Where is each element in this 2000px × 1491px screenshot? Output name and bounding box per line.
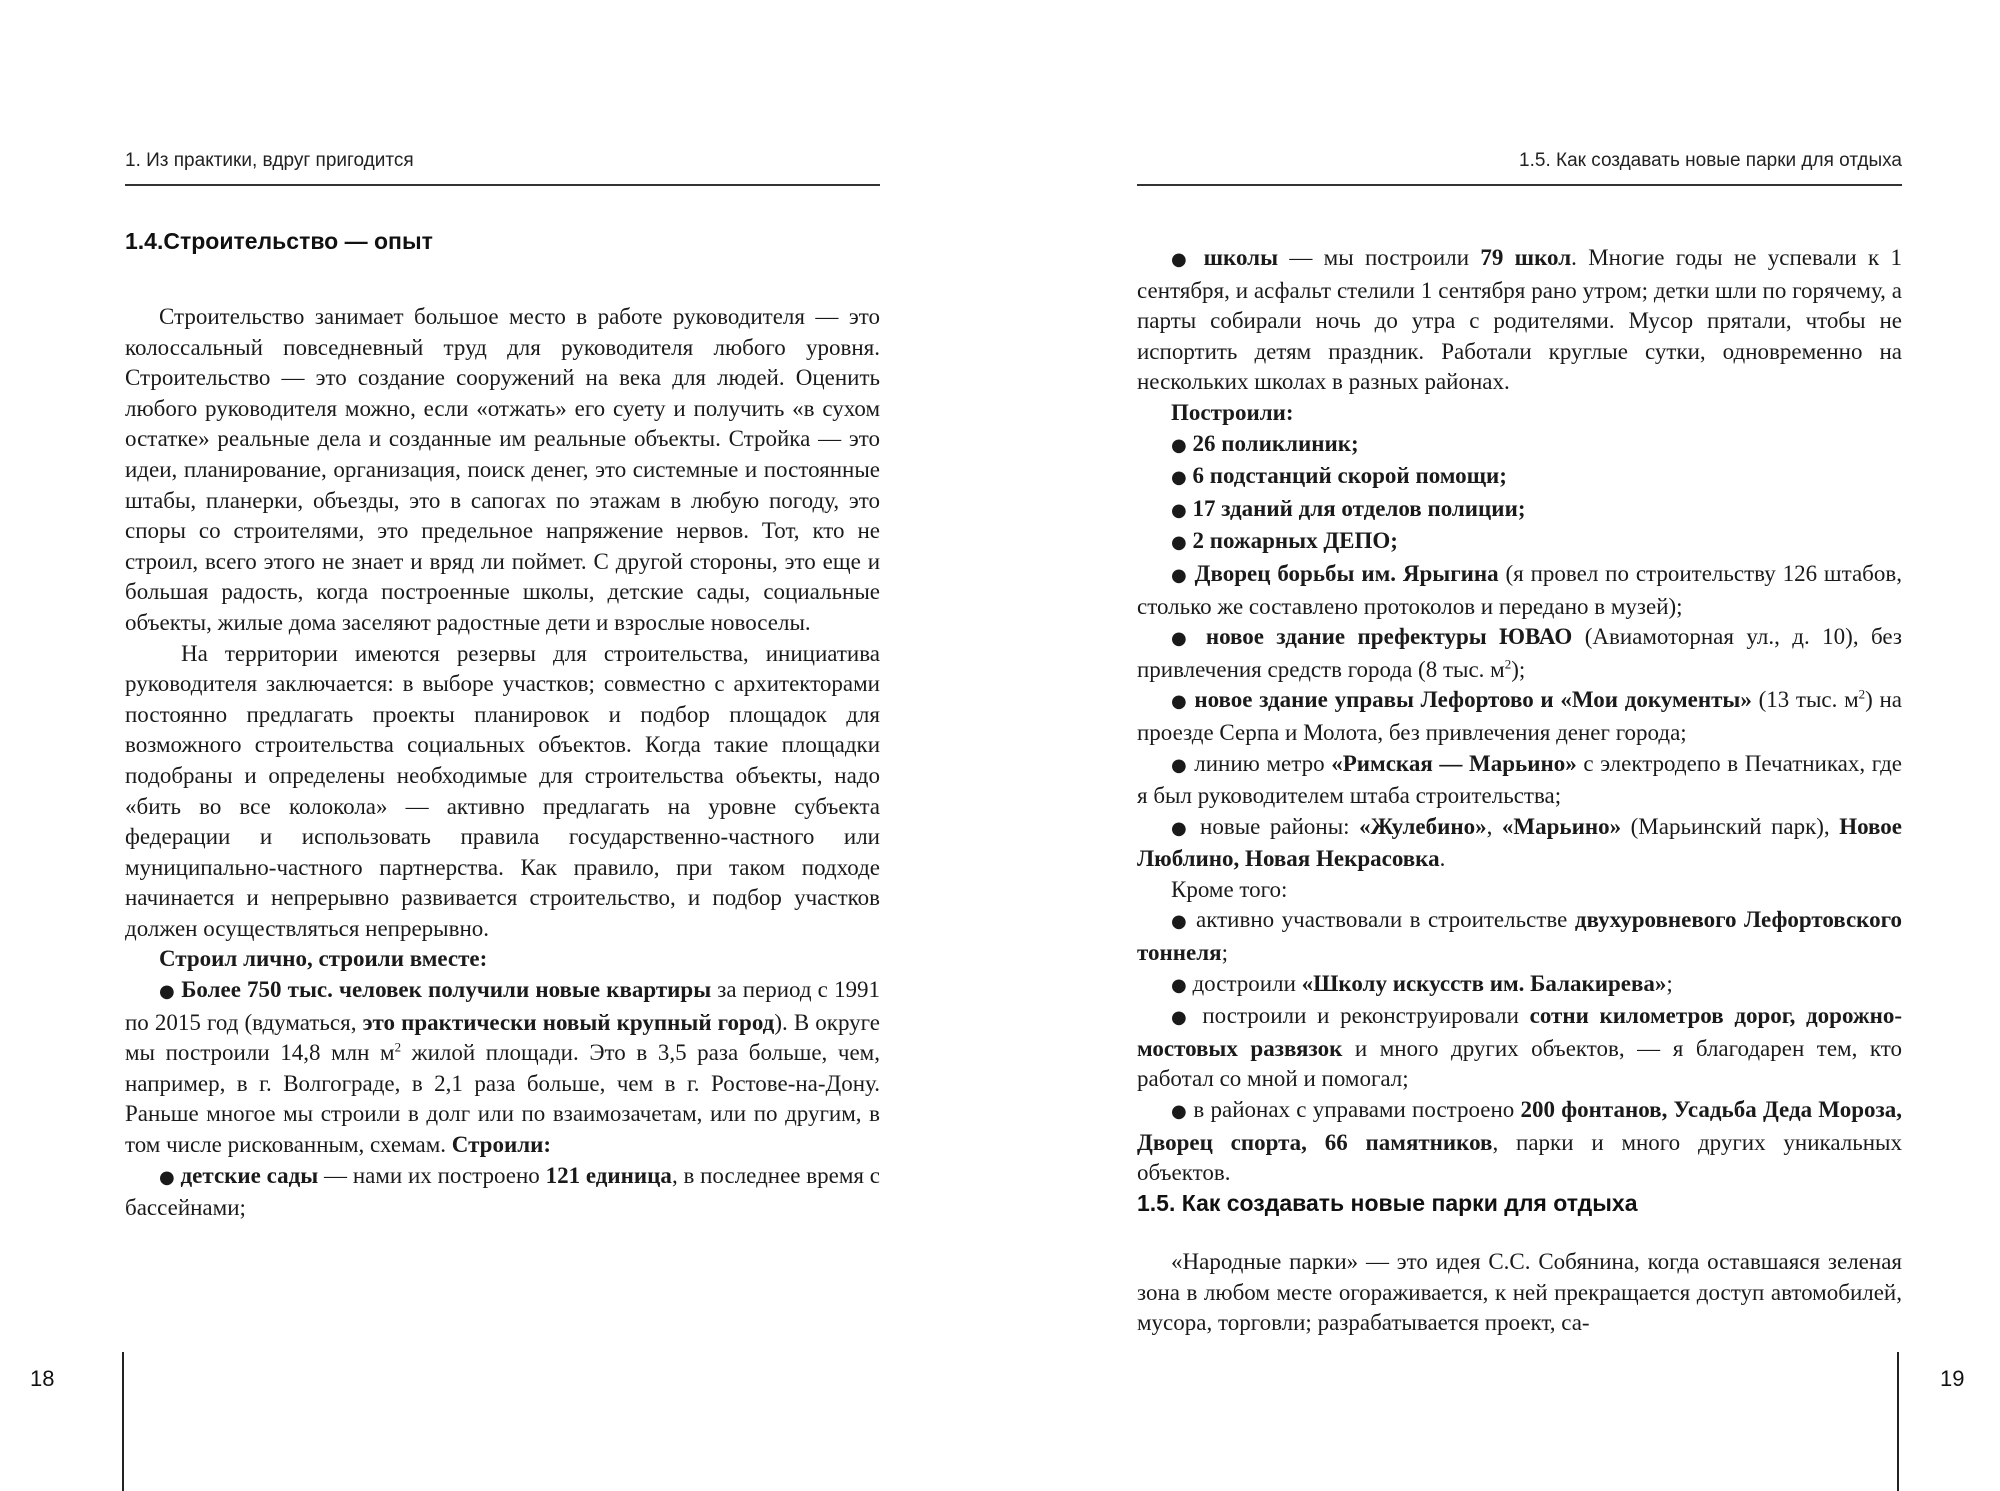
section-title-1-4: 1.4.Строительство — опыт: [125, 228, 433, 254]
bold-apartments: Более 750 тыс. человек получили новые квартиры: [181, 977, 712, 1003]
bold-zhulebino: «Жулебино»: [1359, 813, 1487, 839]
bullet-icon: ●: [159, 1166, 175, 1188]
paragraph-construction-role: Строительство занимает большое место в работе руководителя — это колоссальный повседневный труд для руководителя любого уровня. Строительство — это создание сооружений на века для людей. Оценить любого руководителя можно, если «отжать» его суету и получить «в сухом остатке» реальные дела и созданные им реальные объекты. Стройка — это идеи, планирование, организация, поиск денег, это системные и постоянные штабы, планерки, объезды, это в сапогах по этажам в любую погоду, это споры со строителями, это предельное напряжение нервов. Тот, кто не строил, всего этого не знает и вряд ли поймет. С другой стороны, это еще и большая радость, когда построенные школы, детские сады, социальные объекты, жилые дома заселяют радостные дети и взрослые новоселы.: [125, 304, 880, 635]
bold-metro-line: «Римская — Марьино»: [1331, 750, 1577, 776]
left-section-heading-block: [125, 226, 880, 257]
bullet-icon: ●: [1171, 817, 1191, 839]
text-schools-story: . Многие годы не успевали к 1 сентября, и асфальт стелили 1 сентября рано утром; детки шли по горячему, а парты собирали ночь до утра с родителями. Мусор прятали, чтобы не испортить детям праздник. Работали круглые сутки, одновременно на нескольких школах в разных районах.: [1137, 245, 1903, 395]
bullet-icon: ●: [1171, 911, 1189, 933]
bullet-tunnel: [1137, 905, 1902, 968]
bold-new-districts: Новое Люблино, Новая Некрасовка: [1137, 813, 1903, 872]
bullet-icon: ●: [1171, 1007, 1192, 1029]
text-metro: линию метро: [1194, 750, 1332, 776]
text-metro-end: с электродепо в Печатниках, где я был руководителем штаба строительства;: [1137, 750, 1902, 809]
text-semicolon: ;: [1666, 970, 1673, 996]
bold-maryino: «Марьино»: [1501, 813, 1622, 839]
built-heading-text: Строил лично, строили вместе:: [159, 946, 488, 972]
bullet-icon: ●: [1171, 754, 1188, 776]
bullet-icon: ●: [1171, 691, 1188, 713]
bold-schools: школы: [1203, 245, 1279, 270]
bullet-icon: ●: [1171, 974, 1187, 996]
bold-kindergartens: детские сады: [180, 1162, 319, 1188]
list-item: [1137, 429, 1902, 462]
bold-art-school: «Школу искусств им. Балакирева»: [1301, 970, 1667, 996]
bullet-apartments: [125, 975, 880, 1161]
text-roads: построили и реконструировали: [1202, 1003, 1530, 1029]
list-item: [1137, 494, 1902, 527]
bullet-fountains: [1137, 1095, 1902, 1189]
built-heading: [125, 944, 880, 975]
text-period-end: .: [1439, 846, 1446, 872]
text-fountains-end: , парки и много других уникальных объектов.: [1137, 1129, 1902, 1186]
superscript-2: 2: [1504, 656, 1512, 672]
list-item-text: 6 подстанций скорой помощи;: [1192, 463, 1507, 489]
bullet-icon: ●: [1171, 249, 1193, 270]
bullet-roads: [1137, 1001, 1902, 1095]
text-semicolon: ;: [1221, 940, 1228, 966]
bold-roads: сотни километров дорог, дорожно-мостовых развязок: [1137, 1003, 1902, 1061]
bold-prefecture: новое здание префектуры ЮВАО: [1205, 624, 1573, 650]
bullet-art-school: [1137, 969, 1902, 1002]
text-palace: (я провел по строительству 126 штабов, столько же составлено протоколов и передано в музей);: [1137, 560, 1902, 619]
bullet-palace: [1137, 559, 1902, 622]
bullet-icon: ●: [1171, 628, 1194, 650]
bullet-icon: ●: [1171, 467, 1187, 489]
text-separator: ,: [1486, 813, 1502, 839]
text-comparison: жилой площади. Это в 3,5 раза больше, чем, например, в г. Волгограде, в 2,1 раза больше, чем в г. Ростове-на-Дону. Раньше многое мы строили в долг или по взаимозачетам, или по другим, в том числе рискованным, схемам.: [125, 1040, 880, 1158]
right-running-header: 1.5. Как создавать новые парки для отдыха: [1137, 150, 1902, 186]
superscript-2: 2: [1858, 686, 1866, 702]
right-parks-text: [1137, 1247, 1902, 1339]
built-label-text: Построили:: [1171, 399, 1294, 425]
text-maryinsky-park: (Марьинский парк),: [1621, 813, 1840, 839]
bullet-icon: ●: [1171, 1101, 1188, 1123]
bullet-prefecture: [1137, 622, 1902, 685]
superscript-2: 2: [394, 1039, 402, 1055]
text-built-count: — нами их построено: [318, 1162, 546, 1188]
bold-fountains: 200 фонтанов, Усадьба Деда Мороза, Дворец спорта, 66 памятников: [1137, 1097, 1902, 1155]
built-label: [1137, 398, 1902, 429]
besides-label: Кроме того:: [1171, 876, 1288, 902]
text-completed: достроили: [1192, 970, 1302, 996]
text-roads-end: и много других объектов, — я благодарен тем, кто работал со мной и помогал;: [1137, 1035, 1903, 1092]
right-margin-rule: [1897, 1352, 1899, 1491]
text-uprava: (13 тыс. м: [1751, 687, 1859, 713]
bullet-icon: ●: [159, 981, 176, 1003]
bullet-icon: ●: [1171, 532, 1187, 554]
text-prefecture-end: );: [1511, 656, 1526, 682]
left-body-text: [125, 302, 880, 1224]
section-title-1-5: 1.5. Как создавать новые парки для отдыха: [1137, 1190, 1638, 1216]
page-number-right: 19: [1940, 1366, 1965, 1391]
bold-uprava: новое здание управы Лефортово и «Мои документы»: [1194, 687, 1752, 713]
paragraph-peoples-parks: «Народные парки» — это идея С.С. Собянина, когда оставшаяся зеленая зона в любом месте огораживается, к ней прекращается доступ автомобилей, мусора, торговли; разрабатывается проект, са-: [1137, 1249, 1902, 1336]
bullet-schools: [1137, 243, 1902, 398]
left-page: [125, 0, 880, 1491]
text-tunnel: активно участвовали в строительстве: [1196, 907, 1575, 933]
bullet-kindergartens: [125, 1161, 880, 1224]
text-built-area: ). В округе мы построили 14,8 млн м: [125, 1009, 880, 1066]
right-section-heading-block: [1137, 1188, 1902, 1219]
bold-built: Строили:: [451, 1132, 552, 1158]
left-running-header: 1. Из практики, вдруг пригодится: [125, 150, 880, 186]
list-item: [1137, 461, 1902, 494]
right-page: [1137, 0, 1902, 1491]
page-number-left: 18: [30, 1366, 55, 1391]
bullet-icon: ●: [1171, 564, 1188, 586]
text-uprava-end: ) на проезде Серпа и Молота, без привлечения денег города;: [1137, 687, 1903, 745]
bold-tunnel: двухуровневого Лефортовского тоннеля: [1137, 907, 1903, 966]
list-item: [1137, 526, 1902, 559]
bold-new-city: это практически новый крупный город: [362, 1009, 775, 1035]
text-districts: новые районы:: [1200, 813, 1360, 839]
text-period: за период с 1991 по 2015 год (вдуматься,: [125, 977, 880, 1035]
paragraph-reserves: На территории имеются резервы для строительства, инициатива руководителя заключается: в выборе участков; совместно с архитекторами постоянно предлагать проекты планировок и подбор площадок для возможного строительства социальных объектов. Когда такие площадки подобраны и определены необходимые для строительства объекты, надо «бить во все колокола» — активно предлагать на уровне субъекта федерации и использовать правила государственно-частного или муниципально-частного партнерства. Как правило, при таком подходе начинается и непрерывно развивается строительство, и подбор участков должен осуществляться непрерывно.: [125, 640, 880, 941]
text-pools: , в последнее время с бассейнами;: [125, 1162, 880, 1221]
bold-79-schools: 79 школ: [1480, 245, 1572, 270]
bold-palace: Дворец борьбы им. Ярыгина: [1194, 560, 1499, 586]
right-body-text: [1137, 243, 1902, 1189]
bullet-metro: [1137, 749, 1902, 812]
text-we-built: — мы построили: [1278, 245, 1481, 270]
bullet-districts: [1137, 812, 1902, 875]
bullet-icon: ●: [1171, 499, 1187, 521]
text-fountains: в районах с управами построено: [1193, 1097, 1521, 1123]
bold-121: 121 единица: [545, 1162, 672, 1188]
bullet-uprava: [1137, 685, 1902, 748]
list-item-text: 2 пожарных ДЕПО;: [1192, 528, 1398, 554]
bullet-icon: ●: [1171, 434, 1187, 456]
list-item-text: 26 поликлиник;: [1192, 430, 1359, 456]
left-margin-rule: [122, 1352, 124, 1491]
text-prefecture: (Авиамоторная ул., д. 10), без привлечения средств города (8 тыс. м: [1137, 624, 1903, 682]
list-item-text: 17 зданий для отделов полиции;: [1192, 495, 1526, 521]
